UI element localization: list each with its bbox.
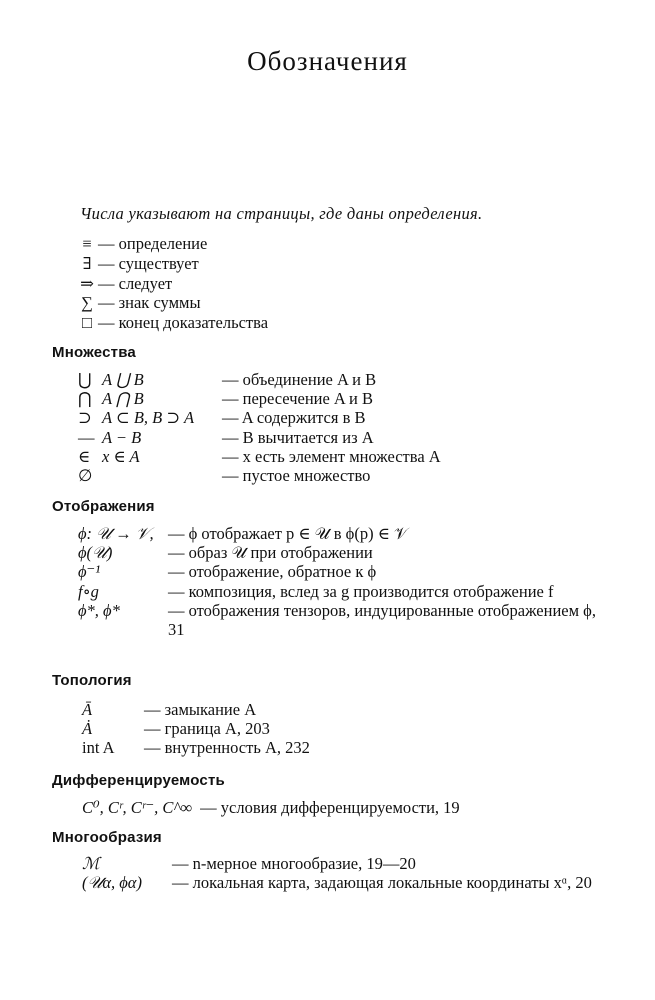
notation-description: — образ 𝒰 при отображении <box>168 543 373 563</box>
symbol-row <box>76 234 268 254</box>
notation-description: — замыкание A <box>144 700 257 719</box>
notation-expression: ϕ*, ϕ* <box>78 600 120 620</box>
section-heading-sets: Множества <box>52 344 136 361</box>
list-item <box>78 562 618 581</box>
manifolds-list <box>82 854 612 892</box>
section-heading-differentiability: Дифференцируемость <box>52 772 225 789</box>
intersection-symbol: ⋂ <box>78 389 92 409</box>
list-item <box>82 873 612 892</box>
list-item <box>82 854 612 873</box>
notation-description: — объединение A и B <box>222 370 377 389</box>
notation-description: — композиция, вслед за g производится отображение f <box>168 581 554 601</box>
list-item <box>78 601 618 639</box>
notation-description: — A содержится в B <box>222 408 366 428</box>
boundary-notation: Ȧ <box>82 719 93 739</box>
sum-symbol: ∑ <box>81 293 93 313</box>
list-item <box>78 582 618 601</box>
section-heading-maps: Отображения <box>52 498 155 515</box>
maps-list <box>78 524 618 639</box>
list-item <box>78 408 441 427</box>
list-item <box>78 370 441 389</box>
notation-description: — пересечение A и B <box>222 389 374 409</box>
notation-description: — пустое множество <box>222 466 371 486</box>
page-title: Обозначения <box>247 46 408 76</box>
notation-expression: C⁰, Cʳ, Cʳ⁻, C^∞ <box>82 798 193 817</box>
list-item <box>78 524 618 543</box>
list-item <box>82 798 460 817</box>
list-item <box>78 389 441 408</box>
notation-expression <box>102 466 222 485</box>
symbol-row <box>76 254 268 274</box>
symbol-row <box>76 293 268 313</box>
notation-expression: ϕ(𝒰) <box>78 543 113 563</box>
notation-expression: A ⊂ B, B ⊃ A <box>102 408 195 428</box>
notation-expression: ϕ⁻¹ <box>78 562 101 582</box>
notation-expression: A ⋃ B <box>102 370 144 389</box>
minus-symbol: — <box>78 427 95 447</box>
symbol-description: — конец доказательства <box>98 313 269 333</box>
subset-symbol: ⊃ <box>78 408 92 428</box>
notation-description: — отображение, обратное к ϕ <box>168 562 377 582</box>
list-item <box>78 447 441 466</box>
section-heading-manifolds: Многообразия <box>52 829 162 846</box>
list-item <box>82 738 310 757</box>
notation-description: — граница A, 203 <box>144 719 270 739</box>
notation-description: — n-мерное многообразие, 19—20 <box>172 854 416 873</box>
list-item <box>78 543 618 562</box>
notation-description: — локальная карта, задающая локальные координаты xᵅ, 20 <box>172 873 592 893</box>
definition-symbol: ≡ <box>82 234 92 253</box>
differentiability-list <box>82 798 460 817</box>
union-symbol: ⋃ <box>78 370 92 389</box>
notation-description: — отображения тензоров, индуцированные отображением ϕ, 31 <box>168 600 596 640</box>
symbol-description: — знак суммы <box>98 293 201 313</box>
implies-symbol: ⇒ <box>80 273 94 293</box>
manifold-notation: ℳ <box>82 854 100 873</box>
symbol-description: — существует <box>98 253 199 273</box>
symbol-description: — определение <box>98 234 208 253</box>
list-item <box>78 428 441 447</box>
notation-expression: ϕ: 𝒰 → 𝒱, <box>78 524 154 543</box>
notation-description: — ϕ отображает p ∈ 𝒰 в ϕ(p) ∈ 𝒱 <box>168 524 408 543</box>
exists-symbol: ∃ <box>82 253 92 273</box>
symbol-row <box>76 274 268 294</box>
element-of-symbol: ∈ <box>78 446 91 466</box>
notation-description: — x есть элемент множества A <box>222 446 441 466</box>
notation-expression: A ⋂ B <box>102 389 144 409</box>
notation-expression: A − B <box>102 427 142 447</box>
qed-symbol: □ <box>82 313 92 333</box>
notation-description: — условия дифференцируемости, 19 <box>200 798 460 817</box>
sets-list <box>78 370 441 485</box>
chart-notation: (𝒰α, ϕα) <box>82 873 142 893</box>
general-symbols <box>76 234 268 333</box>
section-heading-topology: Топология <box>52 672 132 689</box>
notation-expression: f∘g <box>78 581 99 601</box>
closure-notation: Ā <box>82 700 93 719</box>
notation-description: — B вычитается из A <box>222 427 374 447</box>
symbol-description: — следует <box>98 273 173 293</box>
notation-description: — внутренность A, 232 <box>144 738 310 758</box>
list-item <box>78 466 441 485</box>
interior-notation: int A <box>82 738 115 758</box>
topology-list <box>82 700 310 758</box>
intro-note: Числа указывают на страницы, где даны определения. <box>80 204 483 223</box>
list-item <box>82 719 310 738</box>
notation-expression: x ∈ A <box>102 446 140 466</box>
list-item <box>82 700 310 719</box>
symbol-row <box>76 313 268 333</box>
empty-set-symbol: ∅ <box>78 466 93 486</box>
